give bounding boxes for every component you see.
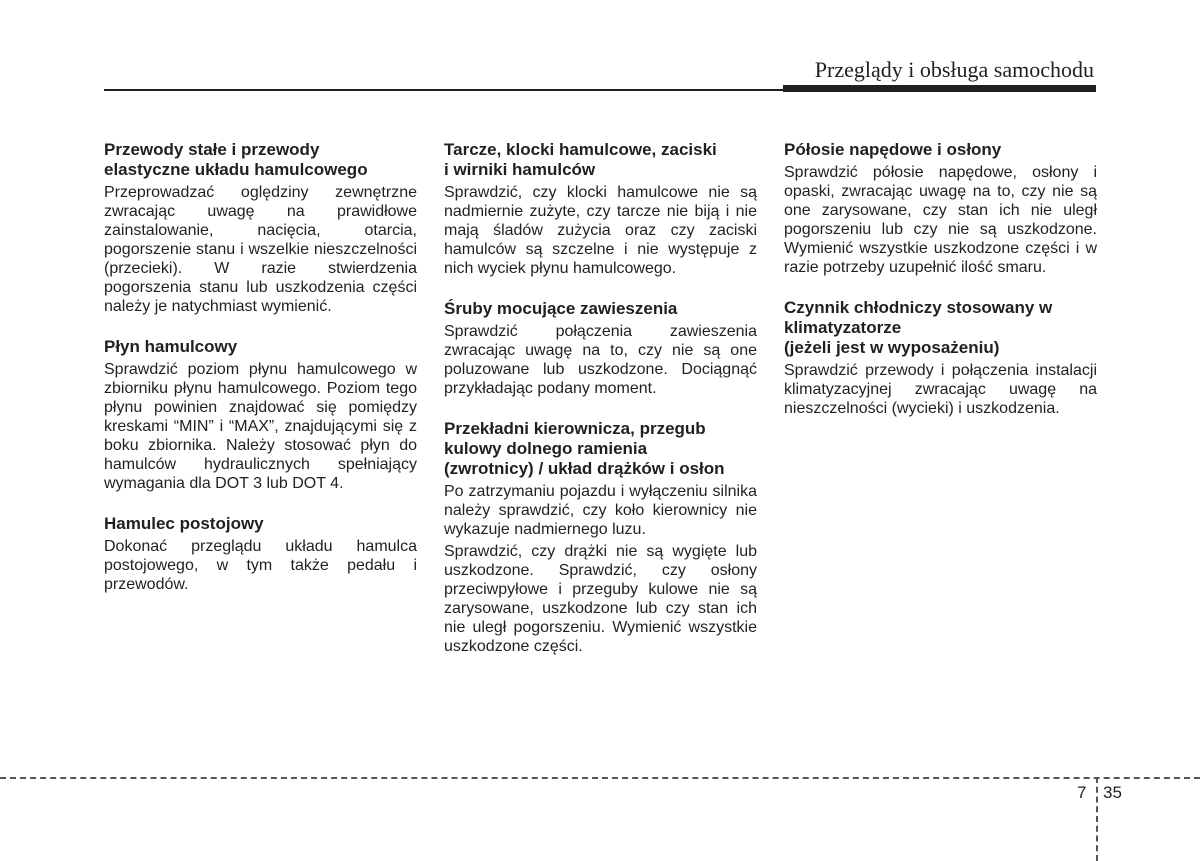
section-paragraph: Sprawdzić, czy klocki hamulcowe nie są nadmiernie zużyte, czy tarcze nie biją i nie mają śladów zużycia oraz czy zaciski hamulców są szczelne i nie występuje z nich wyciek płynu hamulcowego.	[444, 184, 757, 277]
section-paragraph: Sprawdzić połączenia zawieszenia zwracając uwagę na to, czy nie są one poluzowane lub uszkodzone. Dociągnąć przykładając podany moment.	[444, 323, 757, 397]
page-number: 35	[1103, 783, 1122, 802]
section-steering-gear	[444, 419, 757, 656]
section-paragraph: Sprawdzić przewody i połączenia instalacji klimatyzacyjnej zwracając uwagę na nieszczelności (wycieki) i uszkodzenia.	[784, 362, 1097, 417]
chapter-number: 7	[1077, 783, 1087, 802]
section-paragraph: Przeprowadzać oględziny zewnętrzne zwracając uwagę na prawidłowe zainstalowanie, nacięcia, otarcia, pogorszenie stanu i wszelkie nieszczelności (przecieki). W razie stwierdzenia pogorszenia stanu lub uszkodzenia części należy je natychmiast wymienić.	[104, 184, 417, 315]
section-ac-refrigerant	[784, 298, 1097, 418]
section-heading: Śruby mocujące zawieszenia	[444, 299, 678, 318]
section-brake-fluid	[104, 337, 417, 493]
section-parking-brake	[104, 514, 417, 594]
footer-dashed-rule	[0, 777, 1200, 779]
section-paragraph: Sprawdzić, czy drążki nie są wygięte lub uszkodzone. Sprawdzić, czy osłony przeciwpyłowe i przeguby kulowe nie są zarysowane, uszkodzone lub czy stan ich nie uległ pogorszeniu. Wymienić wszystkie uszkodzone części.	[444, 543, 757, 655]
text-column-1	[104, 140, 417, 615]
section-heading: Płyn hamulcowy	[104, 337, 238, 356]
section-heading: Tarcze, klocki hamulcowe, zaciski i wirniki hamulców	[444, 140, 717, 179]
section-paragraph: Dokonać przeglądu układu hamulca postojowego, w tym także pedału i przewodów.	[104, 538, 417, 593]
section-heading: Przekładni kierownicza, przegub kulowy dolnego ramienia (zwrotnicy) / układ drążków i osłon	[444, 419, 725, 478]
text-column-3	[784, 140, 1097, 439]
section-drive-shafts	[784, 140, 1097, 277]
section-brake-lines	[104, 140, 417, 316]
section-heading: Przewody stałe i przewody elastyczne układu hamulcowego	[104, 140, 368, 179]
text-column-2	[444, 140, 757, 677]
section-heading: Czynnik chłodniczy stosowany w klimatyzatorze (jeżeli jest w wyposażeniu)	[784, 298, 1053, 357]
section-paragraph: Po zatrzymaniu pojazdu i wyłączeniu silnika należy sprawdzić, czy koło kierownicy nie wykazuje nadmiernego luzu.	[444, 483, 757, 538]
section-heading: Hamulec postojowy	[104, 514, 264, 533]
header-accent-bar	[783, 85, 1096, 92]
section-suspension-bolts	[444, 299, 757, 398]
section-brake-discs	[444, 140, 757, 278]
footer-dashed-divider	[1096, 777, 1098, 861]
section-heading: Półosie napędowe i osłony	[784, 140, 1002, 159]
section-paragraph: Sprawdzić półosie napędowe, osłony i opaski, zwracając uwagę na to, czy nie są one zarysowane, czy stan ich nie uległ pogorszeniu lub czy nie są uszkodzone. Wymienić wszystkie uszkodzone części i w razie potrzeby uzupełnić ilość smaru.	[784, 164, 1097, 276]
page-title: Przeglądy i obsługa samochodu	[814, 57, 1094, 82]
section-paragraph: Sprawdzić poziom płynu hamulcowego w zbiorniku płynu hamulcowego. Poziom tego płynu powinien znajdować się pomiędzy kreskami “MIN” i “MAX”, znajdującymi się z boku zbiornika. Należy stosować płyn do hamulców hydraulicznych spełniający wymagania dla DOT 3 lub DOT 4.	[104, 361, 417, 492]
